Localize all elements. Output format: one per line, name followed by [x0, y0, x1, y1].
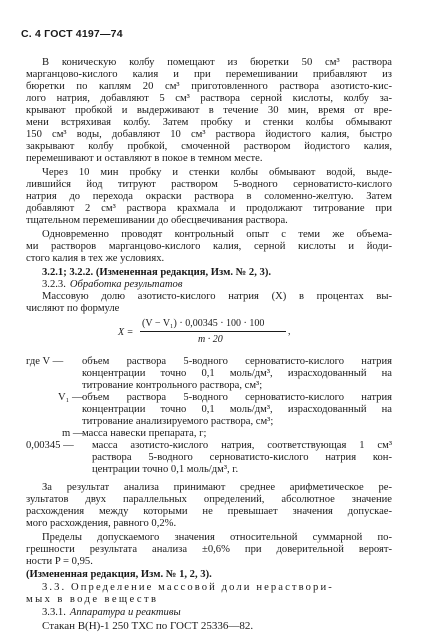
section-number: 3.2.3.	[42, 279, 66, 290]
section-3-3-1-heading	[42, 607, 181, 619]
amendment-note: 3.2.1; 3.2.2. (Измененная редакция, Изм. № 2, 3).	[42, 267, 272, 278]
definition-text: раствора 5-водного серноватисто-кислого натрия кон-	[92, 452, 392, 463]
definition-text: концентрации точно 0,1 моль/дм³, израсходованный на	[82, 404, 392, 415]
para3-line: стого калия в тех же условиях.	[26, 253, 165, 264]
formula-numerator: (V − V₁) · 0,00345 · 100 · 100	[142, 318, 265, 329]
para2-line: добавляют 2 см³ раствора крахмала и продолжают титрование при	[26, 203, 392, 214]
definition-symbol: m —	[62, 428, 84, 439]
definition-symbol: 0,00345 —	[26, 440, 74, 451]
definition-text: концентрации точно 0,1 моль/дм³, израсходованный на	[82, 368, 392, 379]
para1-line: бюретки по каплям 20 см³ приготовленного раствора азотисто-кис-	[26, 81, 392, 92]
definition-text: титрование контрольного раствора, см³;	[82, 380, 263, 391]
para6-line: Пределы допускаемого значения относительной суммарной по-	[42, 532, 392, 543]
section-number: 3.3.1.	[42, 607, 66, 618]
section-3-2-3-heading	[42, 279, 182, 291]
para3-line: ми растворов марганцово-кислого калия, серной кислоты и йоди-	[26, 241, 392, 252]
definition-text: титрование анализируемого раствора, см³;	[82, 416, 274, 427]
para5-line: зультатов двух параллельных определений, абсолютное значение	[26, 494, 392, 505]
para3-line: Одновременно проводят контрольный опыт с теми же объема-	[42, 229, 392, 240]
formula-fraction-bar	[140, 331, 286, 332]
para1-line: мени встряхивая колбу. Затем пробку и стенки колбы обмывают	[26, 117, 392, 128]
para4-line: Массовую долю азотисто-кислого натрия (X) в процентах вы-	[42, 291, 392, 302]
para5-line: За результат анализа принимают среднее арифметическое ре-	[42, 482, 392, 493]
para6-line: грешности результата анализа ±0,6% при доверительной вероят-	[26, 544, 392, 555]
para1-line: закрывают колбу пробкой, смоченной раствором йодистого калия,	[26, 141, 392, 152]
para1-line: перемешивают и оставляют в покое в темном месте.	[26, 153, 263, 164]
para4-line: числяют по формуле	[26, 303, 120, 314]
para2-line: лившийся йод титруют раствором 5-водного серноватисто-кислого	[26, 179, 392, 190]
section-title: Обработка результатов	[69, 279, 183, 290]
formula-lhs: X =	[118, 327, 134, 338]
para1-line: марганцово-кислого калия и при перемешивании прибавляют из	[26, 69, 392, 80]
para5-line: мого расхождения, равного 0,2%.	[26, 518, 177, 529]
equipment-line: Стакан В(Н)-1 250 ТХС по ГОСТ 25336—82.	[42, 620, 254, 632]
page-header: С. 4 ГОСТ 4197—74	[21, 28, 123, 40]
section-3-3-heading: 3.3. Определение массовой доли нераствори-	[42, 582, 334, 593]
para6-line: ности P = 0,95.	[26, 556, 93, 567]
definition-text: масса азотисто-кислого натрия, соответствующая 1 см³	[92, 440, 392, 451]
para2-line: тщательном перемешивании до обесцвечивания раствора.	[26, 215, 288, 226]
para1-line: 150 см³ воды, добавляют 10 см³ раствора йодистого калия, быстро	[26, 129, 392, 140]
amendment-note: (Измененная редакция, Изм. № 1, 2, 3).	[26, 569, 212, 580]
para5-line: расхождения между которыми не превышает значения допускае-	[26, 506, 392, 517]
definition-text: центрации точно 0,1 моль/дм³, г.	[92, 464, 239, 475]
definition-text: объем раствора 5-водного серноватисто-кислого натрия	[82, 392, 392, 403]
para2-line: Через 10 мин пробку и стенки колбы обмывают водой, выде-	[42, 167, 392, 178]
definition-symbol: где V —	[26, 356, 64, 367]
para1-line: крывают пробкой и выдерживают в течение 30 мин, время от вре-	[26, 105, 392, 116]
para2-line: натрия до перехода окраски раствора в соломенно-желтую. Затем	[26, 191, 392, 202]
definition-text: масса навески препарата, г;	[82, 428, 207, 439]
formula-tail: ,	[288, 326, 291, 337]
section-title: Аппаратура и реактивы	[69, 607, 181, 618]
para1-line: В коническую колбу помещают из бюретки 50 см³ раствора	[42, 57, 392, 68]
formula-denominator: m · 20	[198, 334, 223, 345]
section-3-3-heading: мых в воде веществ	[26, 594, 159, 605]
definition-symbol: V₁ —	[58, 392, 83, 403]
definition-text: объем раствора 5-водного серноватисто-кислого натрия	[82, 356, 392, 367]
para1-line: лого натрия, добавляют 5 см³ раствора серной кислоты, колбу за-	[26, 93, 392, 104]
